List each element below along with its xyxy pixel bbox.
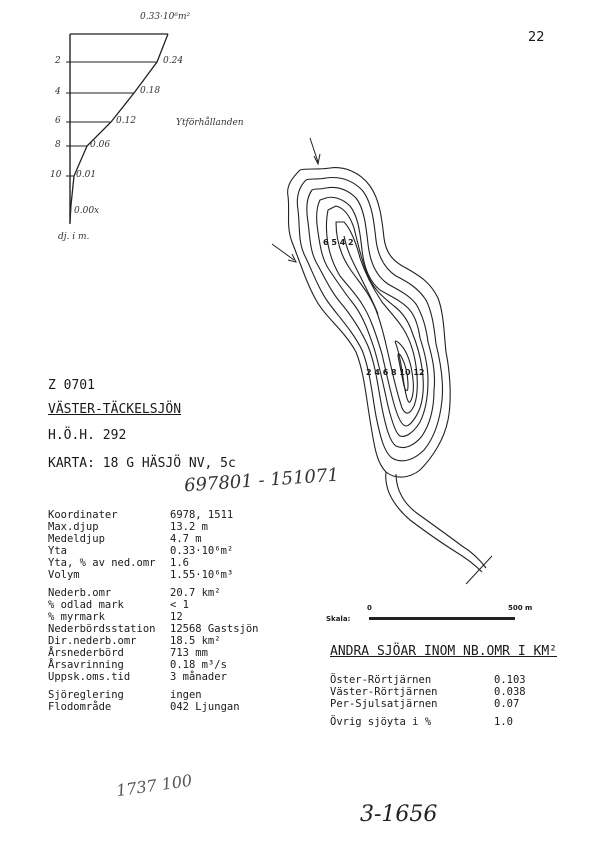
area-label-3: 0.12: [116, 116, 137, 126]
lake-id: Z 0701: [48, 378, 95, 393]
fact-row: Yta 0.33·10⁶m²: [48, 545, 234, 557]
area-label-5: 0.01: [76, 170, 97, 180]
fact-row: Koordinater 6978, 1511: [48, 509, 234, 521]
curve-x-caption: dj. i m.: [58, 232, 90, 242]
fact-row: Nederb.omr 20.7 km²: [48, 587, 221, 599]
fact-row: % myrmark 12: [48, 611, 183, 623]
fact-row: Dir.nederb.omr 18.5 km²: [48, 635, 221, 647]
depth-tick-6: 6: [55, 116, 61, 126]
other-lake-row: Väster-Rörtjärnen 0.038: [330, 686, 526, 698]
fact-row: Nederbördsstation 12568 Gastsjön: [48, 623, 259, 635]
handwritten-coordinate: 697801 - 151071: [183, 464, 340, 497]
handwritten-note-bottom: 3-1656: [360, 802, 438, 827]
other-lake-row: Per-Sjulsatjärnen 0.07: [330, 698, 520, 710]
other-lake-total: Övrig sjöyta i % 1.0: [330, 716, 513, 728]
depth-tick-10: 10: [50, 170, 62, 180]
fact-row: Max.djup 13.2 m: [48, 521, 208, 533]
depth-tick-4: 4: [55, 87, 61, 97]
outlet-stream: [386, 472, 486, 572]
curve-note: Ytförhållanden: [176, 118, 244, 128]
area-label-6: 0.00x: [74, 206, 100, 216]
scale-bar: [369, 617, 515, 620]
fact-row: Årsavrinning 0.18 m³/s: [48, 659, 227, 671]
depth-tick-2: 2: [55, 56, 61, 66]
depth-tick-8: 8: [55, 140, 61, 150]
scale-label: Skala:: [326, 615, 351, 623]
handwritten-note-left: 1737 100: [115, 770, 194, 801]
curve-top-label: 0.33·10⁶m²: [140, 12, 191, 22]
other-lake-row: Öster-Rörtjärnen 0.103: [330, 674, 526, 686]
contour-labels-south: 2 4 6 8 10 12: [366, 368, 425, 377]
scale-end: 500 m: [508, 604, 533, 612]
fact-row: Medeldjup 4.7 m: [48, 533, 202, 545]
fact-row: Volym 1.55·10⁶m³: [48, 569, 234, 581]
fact-row: Yta, % av ned.omr 1.6: [48, 557, 189, 569]
page-number: 22: [528, 30, 545, 45]
lake-name: VÄSTER-TÄCKELSJÖN: [48, 402, 182, 417]
contour-labels-north: 6 5 4 2: [323, 238, 354, 247]
inflow-arrow-north: [310, 138, 320, 164]
inflow-arrow-west: [272, 244, 296, 262]
fact-row: Flodområde 042 Ljungan: [48, 701, 240, 713]
area-label-2: 0.18: [140, 86, 161, 96]
fact-row: % odlad mark < 1: [48, 599, 189, 611]
other-lakes-title: ANDRA SJÖAR INOM NB.OMR I KM²: [330, 644, 557, 659]
area-label-4: 0.06: [90, 140, 111, 150]
lake-hoh: H.Ö.H. 292: [48, 428, 127, 443]
lake-map: KARTA: 18 G HÄSJÖ NV, 5c: [48, 456, 236, 471]
fact-row: Årsnederbörd 713 mm: [48, 647, 208, 659]
scale-start: 0: [367, 604, 372, 612]
area-label-1: 0.24: [163, 56, 184, 66]
fact-row: Sjöreglering ingen: [48, 689, 202, 701]
fact-row: Uppsk.oms.tid 3 månader: [48, 671, 227, 683]
